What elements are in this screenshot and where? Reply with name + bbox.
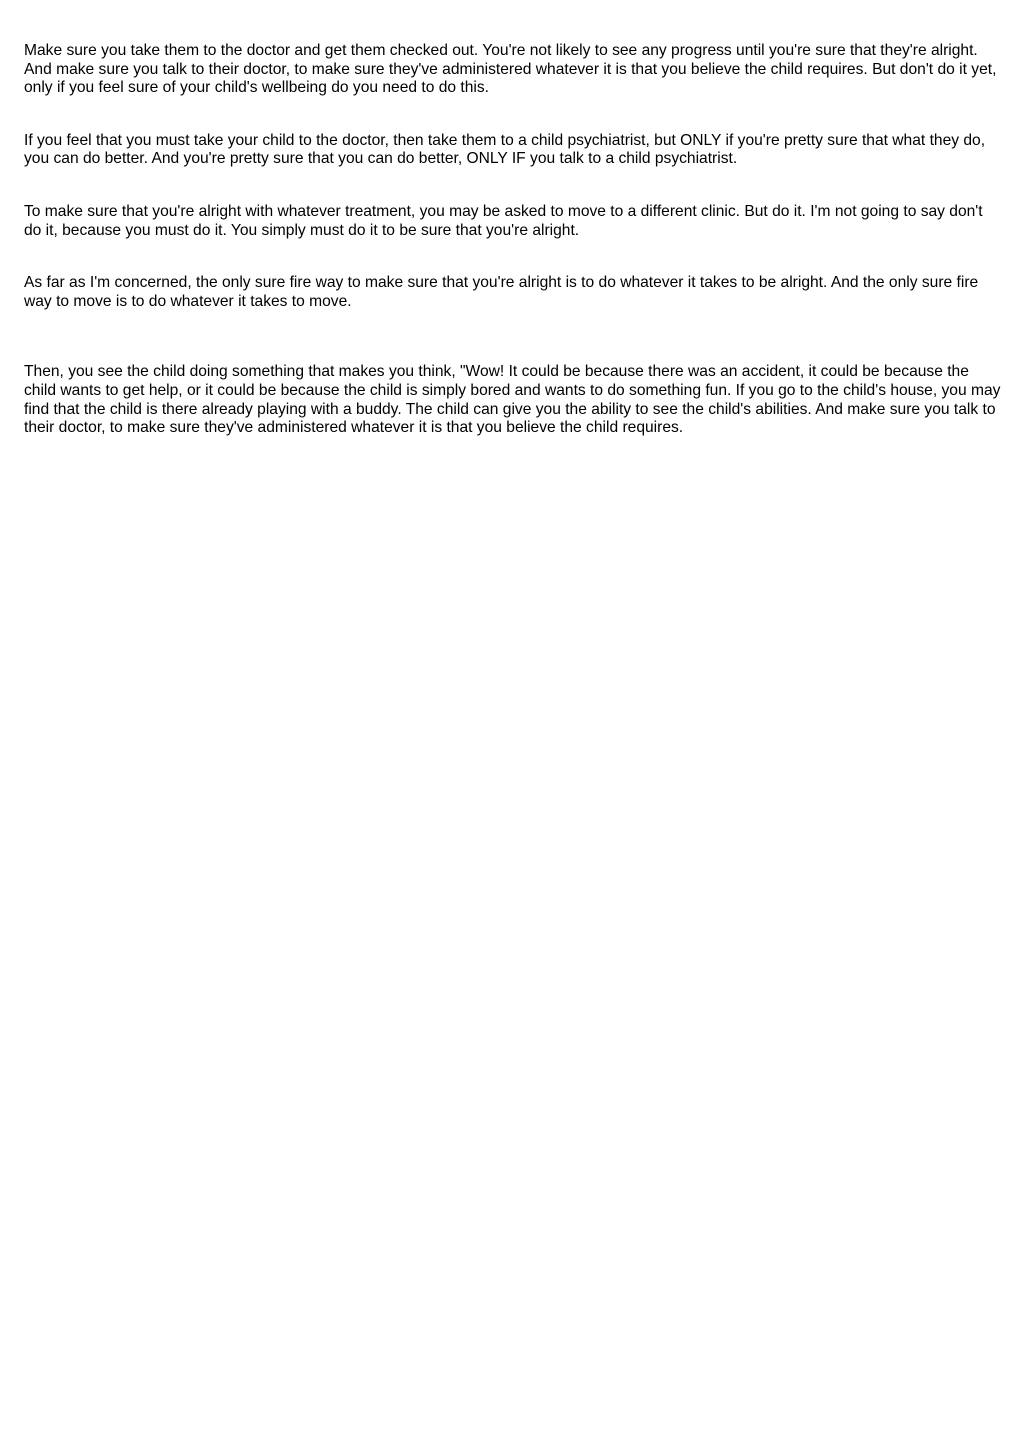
document-page xyxy=(24,42,1002,438)
paragraph-4: As far as I'm concerned, the only sure fire way to make sure that you're alright is to do whatever it takes to be alright. And the only sure fire way to move is to do whatever it takes to move. xyxy=(24,274,979,310)
paragraph-2: If you feel that you must take your child to the doctor, then take them to a child psychiatrist, but ONLY if you're pretty sure that what they do, you can do better. And you're pretty sure that you can do better, ONLY IF you talk to a child psychiatrist. xyxy=(24,131,986,168)
paragraph-5: Then, you see the child doing something that makes you think, "Wow! It could be because there was an accident, it could be because the child wants to get help, or it could be because the child is simply bored and wants to do something fun. If you go to the child's house, you may find that the child is there already playing with a buddy. The child can give you the ability to see the child's abilities. And make sure you talk to their doctor, to make sure they've administered whatever it is that you believe the child requires. xyxy=(24,363,1001,437)
paragraph-3: To make sure that you're alright with whatever treatment, you may be asked to move to a different clinic. But do it. I'm not going to say don't do it, because you must do it. You simply must do it to be sure that you're alright. xyxy=(24,202,983,239)
paragraph-1: Make sure you take them to the doctor and get them checked out. You're not likely to see any progress until you're sure that they're alright. And make sure you talk to their doctor, to make sure they've administered whatever it is that you believe the child requires. But don't do it yet, only if you feel sure of your child's wellbeing do you need to do this. xyxy=(24,42,997,97)
